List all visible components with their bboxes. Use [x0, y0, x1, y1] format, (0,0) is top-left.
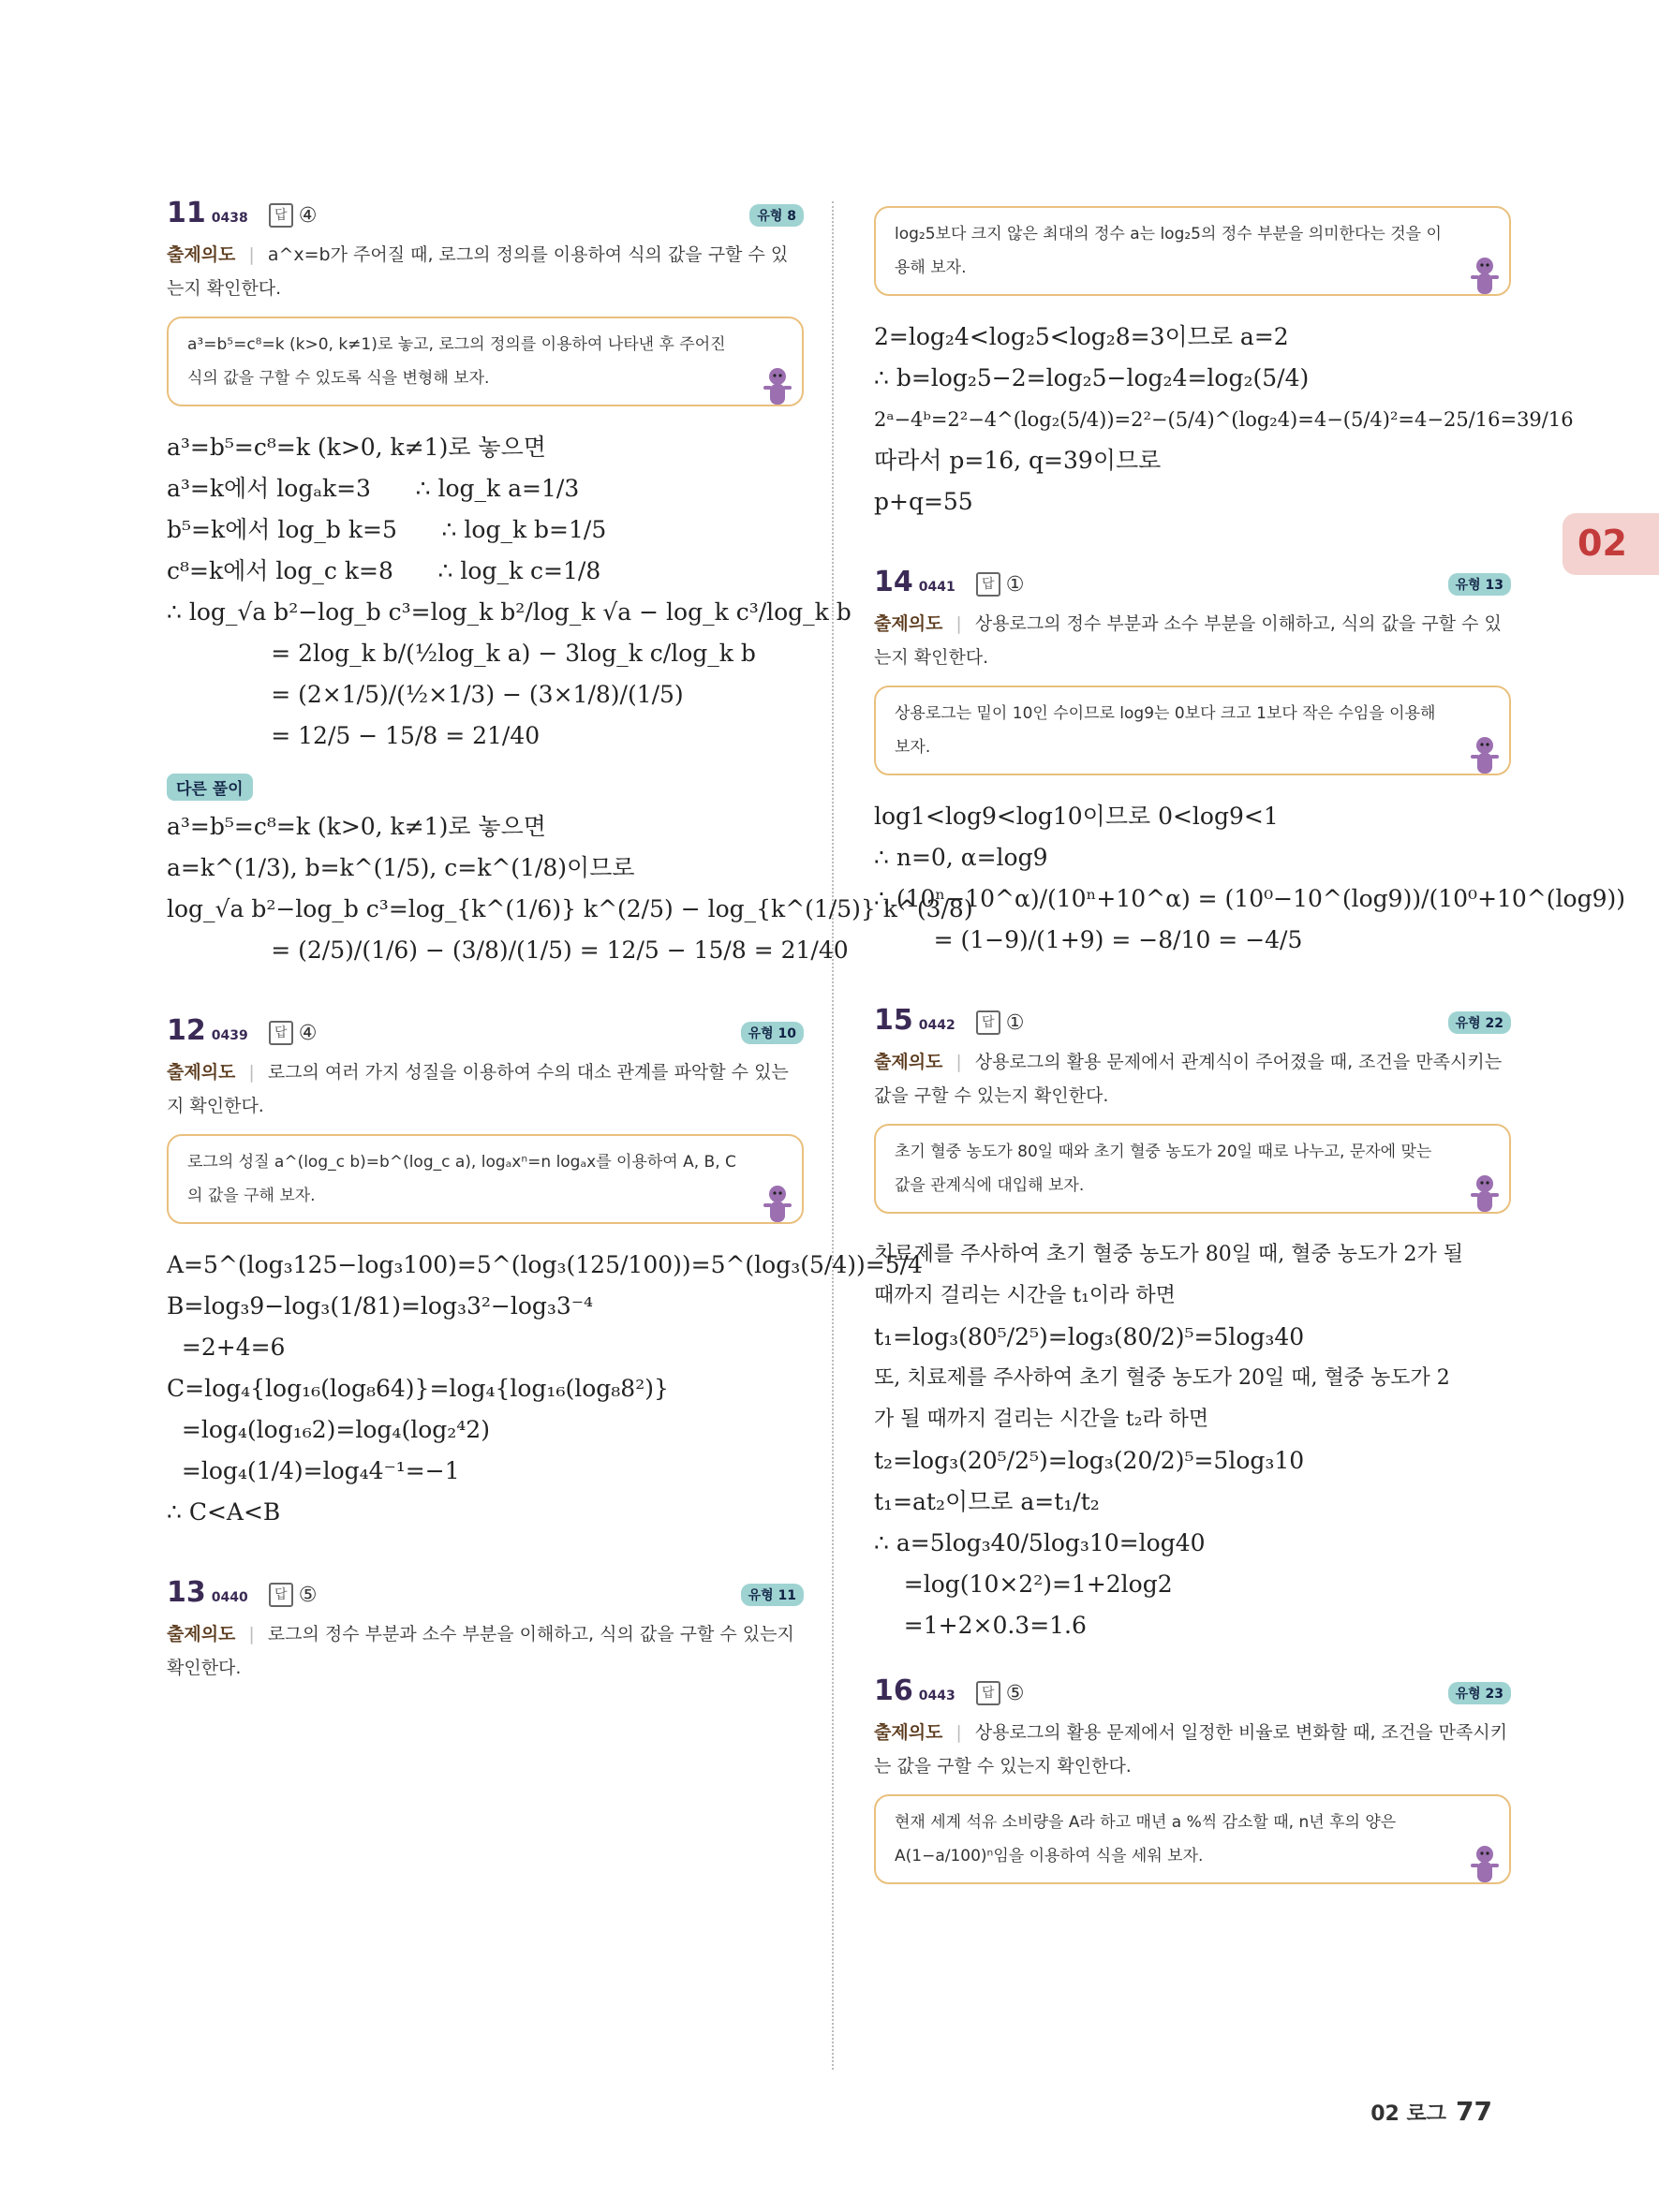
intent-text: 상용로그의 활용 문제에서 일정한 비율로 변화할 때, 조건을 만족시키는 값을 구할 수 있는지 확인한다.	[874, 1722, 1508, 1777]
solution-line: a³=b⁵=c⁸=k (k>0, k≠1)로 놓으면	[167, 434, 546, 461]
alt-solution-line: a=k^(1/3), b=k^(1/5), c=k^(1/8)이므로	[167, 854, 635, 881]
mascot-icon	[761, 365, 794, 412]
intent	[167, 1055, 804, 1123]
type-badge: 유형 23	[1448, 1682, 1511, 1704]
solution-line: a³=k에서 logₐk=3 ∴ log_k a=1/3	[167, 475, 580, 502]
type-badge: 유형 8	[749, 204, 804, 227]
right-column	[874, 197, 1626, 1905]
chapter-title: 02 로그	[1370, 2102, 1447, 2126]
mascot-icon	[761, 1183, 794, 1230]
hint-text: a³=b⁵=c⁸=k (k>0, k≠1)로 놓고, 로그의 정의를 이용하여 나타낸 후 주어진 식의 값을 구할 수 있도록 식을 변형해 보자.	[187, 335, 726, 388]
problem-number: 15	[874, 1004, 913, 1037]
problem-number: 13	[167, 1576, 206, 1609]
type-badge: 유형 10	[741, 1022, 804, 1044]
solution-line: C=log₄{log₁₆(log₈64)}=log₄{log₁₆(log₈8²)}	[167, 1375, 669, 1402]
answer: ⑤	[1005, 1682, 1025, 1705]
hint-box	[874, 686, 1511, 775]
problem-header	[167, 1576, 804, 1617]
solution-line: 따라서 p=16, q=39이므로	[874, 447, 1162, 474]
solution-line: b⁵=k에서 log_b k=5 ∴ log_k b=1/5	[167, 516, 607, 543]
intent-text: 상용로그의 정수 부분과 소수 부분을 이해하고, 식의 값을 구할 수 있는지 확인한다.	[874, 613, 1502, 668]
problem-header	[874, 1674, 1511, 1716]
page-footer	[1370, 2096, 1492, 2127]
solution-line: 2=log₂4<log₂5<log₂8=3이므로 a=2	[874, 323, 1289, 350]
answer-icon: 답	[976, 1681, 1000, 1705]
answer-icon: 답	[269, 1021, 293, 1045]
intent	[167, 238, 804, 305]
problem-header	[874, 566, 1511, 607]
solution-line: c⁸=k에서 log_c k=8 ∴ log_k c=1/8	[167, 557, 601, 584]
answer: ⑤	[298, 1584, 318, 1607]
solution-line: A=5^(log₃125−log₃100)=5^(log₃(125/100))=5^(log₃(5/4))=5/4	[167, 1251, 923, 1278]
problem-13-continued	[874, 206, 1574, 523]
intent-separator: |	[955, 613, 962, 634]
solution-line: ∴ C<A<B	[167, 1498, 281, 1526]
problem-number: 14	[874, 566, 913, 598]
column-divider	[832, 201, 834, 2070]
problem-id: 0443	[918, 1688, 955, 1703]
answer: ④	[298, 1022, 318, 1045]
problem-15	[874, 1004, 1511, 1646]
hint-text: log₂5보다 크지 않은 최대의 정수 a는 log₂5의 정수 부분을 의미한다는 것을 이용해 보자.	[895, 225, 1442, 277]
solution-line: 또, 치료제를 주사하여 초기 혈중 농도가 20일 때, 혈중 농도가 2	[874, 1366, 1450, 1390]
hint-box	[874, 1124, 1511, 1214]
intent-label: 출제의도	[167, 1624, 236, 1644]
intent-text: a^x=b가 주어질 때, 로그의 정의를 이용하여 식의 값을 구할 수 있는지 확인한다.	[167, 244, 789, 299]
intent-label: 출제의도	[874, 1052, 943, 1072]
problem-header	[167, 197, 804, 238]
answer-icon: 답	[976, 1010, 1000, 1035]
chapter-tab-label: 02	[1578, 523, 1627, 564]
solution-line: t₂=log₃(20⁵/2⁵)=log₃(20/2)⁵=5log₃10	[874, 1447, 1305, 1474]
solution-line: = 12/5 − 15/8 = 21/40	[167, 722, 541, 749]
solution-line: =1+2×0.3=1.6	[874, 1612, 1087, 1639]
hint-box	[167, 1134, 804, 1224]
answer-icon: 답	[269, 1583, 293, 1607]
hint-box	[874, 206, 1511, 296]
problem-number: 16	[874, 1674, 913, 1707]
alt-solution-line: a³=b⁵=c⁸=k (k>0, k≠1)로 놓으면	[167, 813, 546, 840]
solution-line: p+q=55	[874, 488, 973, 515]
problem-header	[874, 1004, 1511, 1045]
problem-id: 0442	[918, 1018, 955, 1033]
solution-line: 치료제를 주사하여 초기 혈중 농도가 80일 때, 혈중 농도가 2가 될	[874, 1243, 1463, 1266]
intent-separator: |	[248, 1062, 255, 1083]
intent-label: 출제의도	[167, 244, 236, 265]
chapter-tab	[1563, 513, 1659, 575]
hint-text: 초기 혈중 농도가 80일 때와 초기 혈중 농도가 20일 때로 나누고, 문자에 맞는 값을 관계식에 대입해 보자.	[895, 1143, 1432, 1195]
answer: ①	[1005, 1011, 1025, 1035]
hint-text: 상용로그는 밑이 10인 수이므로 log9는 0보다 크고 1보다 작은 수임을 이용해 보자.	[895, 704, 1436, 757]
intent-separator: |	[955, 1052, 962, 1072]
answer: ④	[298, 204, 318, 228]
solution-line: 2ᵃ−4ᵇ=2²−4^(log₂(5/4))=2²−(5/4)^(log₂4)=4−(5/4)²=4−25/16=39/16	[874, 408, 1574, 431]
solution-line: t₁=log₃(80⁵/2⁵)=log₃(80/2)⁵=5log₃40	[874, 1323, 1305, 1350]
alt-solution-line: = (2/5)/(1/6) − (3/8)/(1/5) = 12/5 − 15/8 = 21/40	[167, 936, 849, 964]
intent-text: 로그의 정수 부분과 소수 부분을 이해하고, 식의 값을 구할 수 있는지 확인한다.	[167, 1624, 794, 1678]
solution-line: t₁=at₂이므로 a=t₁/t₂	[874, 1488, 1100, 1515]
solution-line: ∴ n=0, α=log9	[874, 844, 1048, 871]
answer: ①	[1005, 573, 1025, 597]
intent	[874, 1045, 1511, 1113]
solution-line: ∴ (10ⁿ−10^α)/(10ⁿ+10^α) = (10⁰−10^(log9))/(10⁰+10^(log9))	[874, 885, 1626, 912]
solution-line: = (2×1/5)/(½×1/3) − (3×1/8)/(1/5)	[167, 681, 684, 708]
intent-separator: |	[248, 244, 255, 265]
hint-text: 로그의 성질 a^(log_c b)=b^(log_c a), logₐxⁿ=n logₐx를 이용하여 A, B, C의 값을 구해 보자.	[187, 1153, 736, 1205]
intent-text: 상용로그의 활용 문제에서 관계식이 주어졌을 때, 조건을 만족시키는 값을 구할 수 있는지 확인한다.	[874, 1052, 1503, 1106]
problem-id: 0441	[918, 580, 955, 595]
intent	[167, 1617, 804, 1685]
solution-line: =2+4=6	[167, 1334, 286, 1361]
hint-box	[874, 1794, 1511, 1884]
solution-line: ∴ b=log₂5−2=log₂5−log₂4=log₂(5/4)	[874, 364, 1310, 391]
solution-line: = 2log_k b/(½log_k a) − 3log_k c/log_k b	[167, 640, 756, 667]
solution-line: ∴ log_√a b²−log_b c³=log_k b²/log_k √a − log_k c³/log_k b	[167, 598, 852, 626]
problem-16	[874, 1674, 1511, 1884]
hint-box	[167, 317, 804, 406]
solution-line: log1<log9<log10이므로 0<log9<1	[874, 803, 1279, 830]
solution-line: B=log₃9−log₃(1/81)=log₃3²−log₃3⁻⁴	[167, 1292, 594, 1320]
problem-14	[874, 566, 1626, 961]
solution-line: ∴ a=5log₃40/5log₃10=log40	[874, 1529, 1206, 1556]
alternate-solution-label: 다른 풀이	[167, 774, 253, 801]
solution-line: 가 될 때까지 걸리는 시간을 t₂라 하면	[874, 1408, 1209, 1431]
intent-label: 출제의도	[167, 1062, 236, 1083]
intent	[874, 607, 1511, 674]
problem-number: 11	[167, 197, 206, 229]
intent	[874, 1716, 1511, 1783]
page-number: 77	[1456, 2096, 1492, 2127]
mascot-icon	[1468, 734, 1502, 781]
mascot-icon	[1468, 255, 1502, 302]
intent-separator: |	[955, 1722, 962, 1743]
mascot-icon	[1468, 1843, 1502, 1890]
problem-id: 0439	[211, 1028, 248, 1043]
mascot-icon	[1468, 1172, 1502, 1219]
answer-icon: 답	[976, 572, 1000, 597]
answer-icon: 답	[269, 203, 293, 228]
problem-id: 0440	[211, 1590, 248, 1605]
solution-line: = (1−9)/(1+9) = −8/10 = −4/5	[874, 926, 1303, 953]
problem-number: 12	[167, 1014, 206, 1047]
alt-solution-line: log_√a b²−log_b c³=log_{k^(1/6)} k^(2/5) − log_{k^(1/5)} k^(3/8)	[167, 895, 973, 922]
intent-label: 출제의도	[874, 1722, 943, 1743]
type-badge: 유형 11	[741, 1584, 804, 1606]
problem-header	[167, 1014, 804, 1055]
solution-line: 때까지 걸리는 시간을 t₁이라 하면	[874, 1284, 1176, 1307]
type-badge: 유형 13	[1448, 573, 1511, 596]
hint-text: 현재 세계 석유 소비량을 A라 하고 매년 a %씩 감소할 때, n년 후의 양은 A(1−a/100)ⁿ임을 이용하여 식을 세워 보자.	[895, 1813, 1397, 1865]
problem-13	[167, 1576, 804, 1685]
problem-id: 0438	[211, 211, 248, 226]
intent-label: 출제의도	[874, 613, 943, 634]
intent-separator: |	[248, 1624, 255, 1644]
intent-text: 로그의 여러 가지 성질을 이용하여 수의 대소 관계를 파악할 수 있는지 확인한다.	[167, 1062, 789, 1116]
solution-line: =log₄(log₁₆2)=log₄(log₂⁴2)	[167, 1416, 490, 1443]
type-badge: 유형 22	[1448, 1011, 1511, 1034]
solution-line: =log(10×2²)=1+2log2	[874, 1571, 1173, 1598]
solution-line: =log₄(1/4)=log₄4⁻¹=−1	[167, 1457, 460, 1484]
